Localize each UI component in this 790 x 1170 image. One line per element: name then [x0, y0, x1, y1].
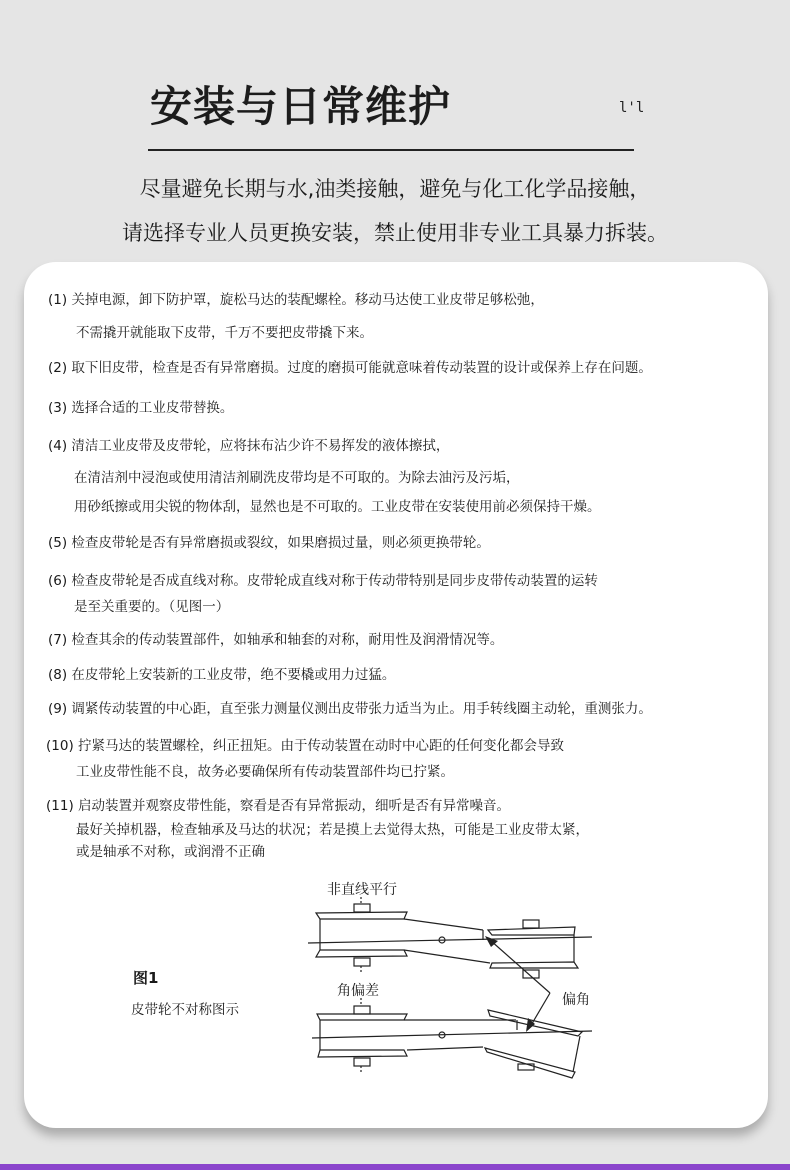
step-11-line-2: 最好关掉机器，检查轴承及马达的状况；若是摸上去觉得太热，可能是工业皮带太紧， [76, 822, 589, 838]
figure-caption: 皮带轮不对称图示 [131, 1002, 239, 1018]
step-1-line-2: 不需撬开就能取下皮带，千万不要把皮带撬下来。 [76, 325, 373, 341]
page-title: 安装与日常维护 [150, 82, 452, 131]
header-mark: l'l [619, 100, 645, 116]
intro-line-1: 尽量避免长期与水,油类接触，避免与化工化学品接触， [139, 177, 651, 201]
step-7-line-1: (7) 检查其余的传动装置部件，如轴承和轴套的对称，耐用性及润滑情况等。 [48, 632, 504, 648]
figure-title: 图1 [133, 969, 159, 987]
step-6-line-1: (6) 检查皮带轮是否成直线对称。皮带轮成直线对称于传动带特别是同步皮带传动装置的运转 [48, 573, 598, 589]
step-1-line-1: (1) 关掉电源，卸下防护罩，旋松马达的装配螺栓。移动马达使工业皮带足够松弛， [48, 292, 544, 308]
step-2-line-1: (2) 取下旧皮带，检查是否有异常磨损。过度的磨损可能就意味着传动装置的设计或保养上存在问题。 [48, 360, 652, 376]
step-6-line-2: 是至关重要的。（见图一） [74, 599, 230, 615]
top-left-pulley [316, 904, 407, 966]
step-8-line-1: (8) 在皮带轮上安装新的工业皮带，绝不要橇或用力过猛。 [48, 667, 396, 683]
step-4-line-1: (4) 清洁工业皮带及皮带轮，应将抹布沾少许不易挥发的液体擦拭， [48, 438, 450, 454]
intro-line-2: 请选择专业人员更换安装，禁止使用非专业工具暴力拆装。 [122, 221, 668, 245]
step-3-line-1: (3) 选择合适的工业皮带替换。 [48, 400, 234, 416]
step-10-line-1: (10) 拧紧马达的装置螺栓，纠正扭矩。由于传动装置在动时中心距的任何变化都会导致 [46, 738, 565, 754]
step-10-line-2: 工业皮带性能不良，故务必要确保所有传动装置部件均已拧紧。 [76, 764, 454, 780]
label-angle: 偏角 [562, 992, 590, 1008]
angle-arrow-top [490, 940, 550, 993]
step-11-line-1: (11) 启动装置并观察皮带性能，察看是否有异常振动，细听是否有异常噪音。 [46, 798, 511, 814]
centerline-bottom [312, 1031, 592, 1038]
centerline-top [308, 937, 592, 943]
label-angular-offset: 角偏差 [337, 983, 379, 999]
step-4-line-2: 在清洁剂中浸泡或使用清洁剂刷洗皮带均是不可取的。为除去油污及污垢， [74, 470, 520, 486]
step-9-line-1: (9) 调紧传动装置的中心距，直至张力测量仪测出皮带张力适当为止。用手转线圈主动轮，重测张力。 [48, 701, 652, 717]
step-11-line-3: 或是轴承不对称，或润滑不正确 [76, 844, 265, 860]
top-right-pulley [488, 920, 578, 978]
accent-bar [0, 1164, 790, 1170]
belt-top [404, 919, 483, 930]
label-non-parallel: 非直线平行 [327, 882, 397, 898]
step-5-line-1: (5) 检查皮带轮是否有异常磨损或裂纹，如果磨损过量，则必须更换带轮。 [48, 535, 490, 551]
step-4-line-3: 用砂纸擦或用尖锐的物体刮，显然也是不可取的。工业皮带在安装使用前必须保持干燥。 [74, 499, 601, 515]
